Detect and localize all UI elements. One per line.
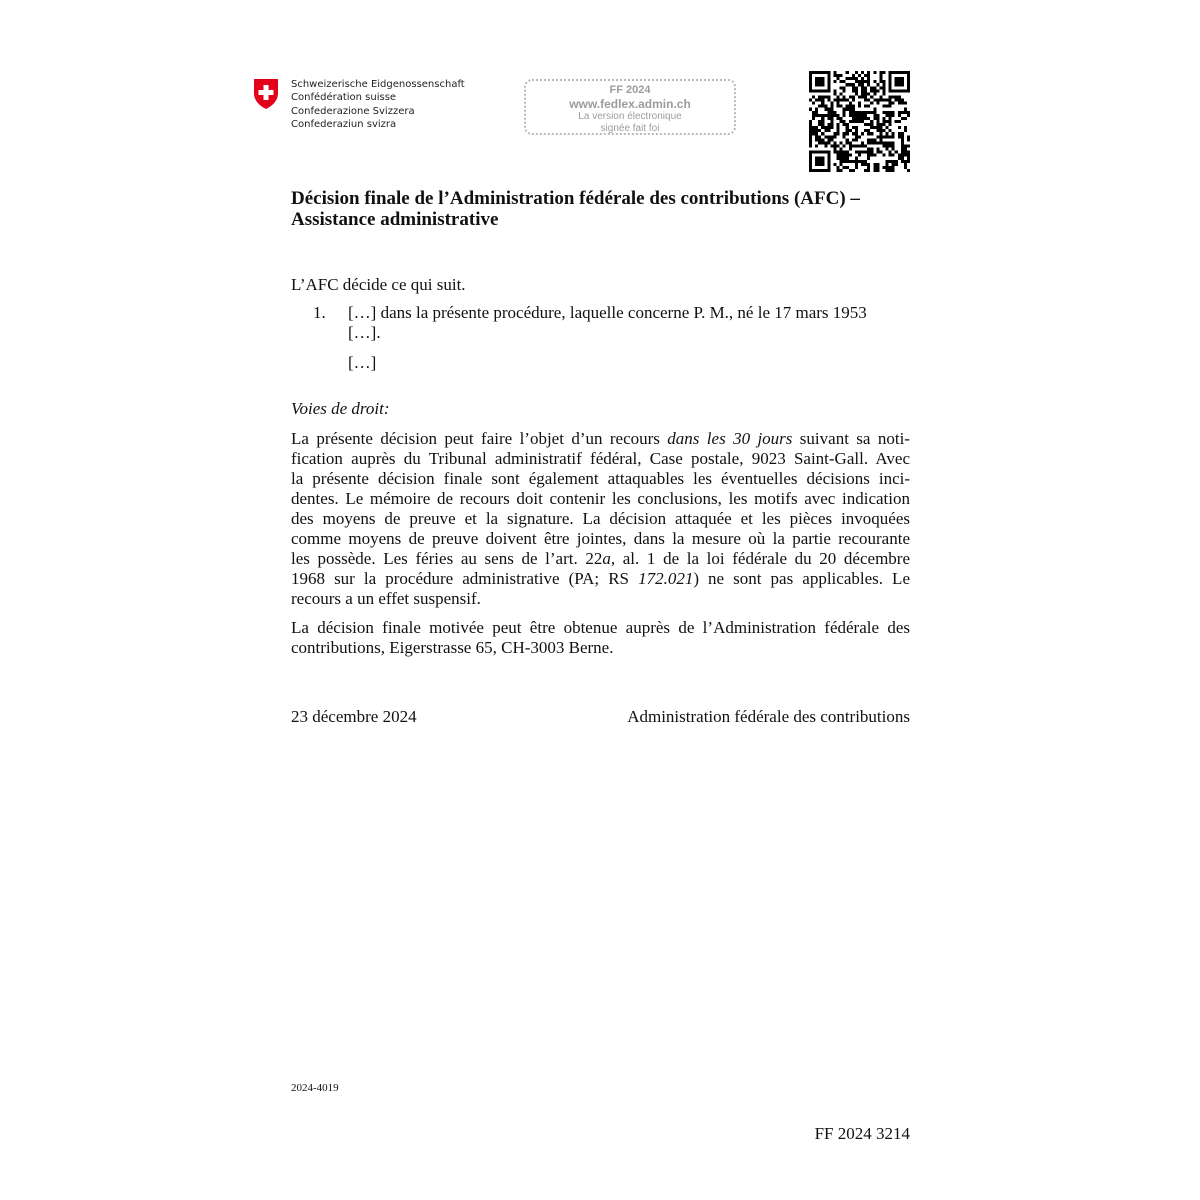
document-title	[291, 188, 921, 230]
decision-item-text	[348, 303, 910, 343]
decision-item-line-1: […] dans la présente procédure, laquelle concerne P. M., né le 17 mars 1953	[348, 303, 867, 322]
remedies-line-1-a: La présente décision peut faire l’objet d’un recours	[291, 429, 668, 448]
rs-number: 172.021	[638, 569, 694, 588]
decision-item-number: 1.	[313, 303, 326, 322]
remedies-line-7	[291, 549, 910, 569]
electronic-version-stamp	[524, 79, 736, 135]
obtain-line-1: La décision finale motivée peut être obtenue auprès de l’Administration fédérale des	[291, 618, 910, 637]
remedies-line-4: dentes. Le mémoire de recours doit contenir les conclusions, les motifs avec indication	[291, 489, 910, 508]
stamp-url: www.fedlex.admin.ch	[569, 97, 691, 111]
obtain-line-2: contributions, Eigerstrasse 65, CH-3003 Berne.	[291, 638, 614, 657]
obtain-decision-paragraph	[291, 618, 910, 658]
remedies-line-3: la présente décision finale sont également attaquables les éventuelles décisions inci-	[291, 469, 910, 488]
decision-item-ellipsis: […]	[348, 353, 377, 372]
decision-date: 23 décembre 2024	[291, 707, 417, 726]
remedies-line-8-c: ) ne sont pas applicables. Le	[693, 569, 910, 588]
remedies-line-9: recours a un effet suspensif.	[291, 589, 481, 608]
remedies-line-7-c: , al. 1 de la loi fédérale du 20 décembre	[610, 549, 910, 568]
decision-item-line-2: […].	[348, 323, 381, 342]
remedies-line-7-a: les possède. Les féries au sens de l’art. 22	[291, 549, 603, 568]
federal-gazette-reference: FF 2024 3214	[814, 1124, 910, 1143]
confederation-name-it: Confederazione Svizzera	[291, 105, 415, 117]
remedies-line-2: fication auprès du Tribunal administratif fédéral, Case postale, 9023 Saint-Gall. Avec	[291, 449, 910, 468]
confederation-name-de: Schweizerische Eidgenossenschaft	[291, 79, 465, 90]
swiss-coat-of-arms-icon	[253, 78, 279, 110]
stamp-note-1: La version électronique	[578, 111, 682, 122]
title-line-1: Décision finale de l’Administration fédérale des contributions (AFC) –	[291, 188, 860, 209]
remedies-paragraph	[291, 429, 910, 609]
remedies-line-6: comme moyens de preuve doivent être jointes, dans la mesure où la partie recourante	[291, 529, 910, 548]
document-number: 2024-4019	[291, 1082, 339, 1094]
qr-code-icon	[809, 71, 910, 172]
deadline-emphasis: dans les 30 jours	[667, 429, 793, 448]
article-letter: a	[602, 549, 611, 568]
decision-intro: L’AFC décide ce qui suit.	[291, 275, 466, 294]
remedies-line-1-c: suivant sa noti-	[792, 429, 910, 448]
remedies-line-8-a: 1968 sur la procédure administrative (PA; RS	[291, 569, 639, 588]
title-line-2: Assistance administrative	[291, 209, 499, 230]
confederation-name-rm: Confederaziun svizra	[291, 119, 397, 131]
confederation-name-fr: Confédération suisse	[291, 92, 397, 104]
remedies-line-5: des moyens de preuve et la signature. La décision attaquée et les pièces invoquées	[291, 509, 910, 528]
issuing-authority: Administration fédérale des contributions	[627, 707, 910, 726]
remedies-line-8	[291, 569, 910, 589]
remedies-line-1	[291, 429, 910, 449]
stamp-ff-year: FF 2024	[609, 84, 651, 96]
remedies-heading: Voies de droit:	[291, 399, 390, 418]
stamp-note-2: signée fait foi	[600, 123, 660, 134]
confederation-name-block	[291, 78, 465, 132]
